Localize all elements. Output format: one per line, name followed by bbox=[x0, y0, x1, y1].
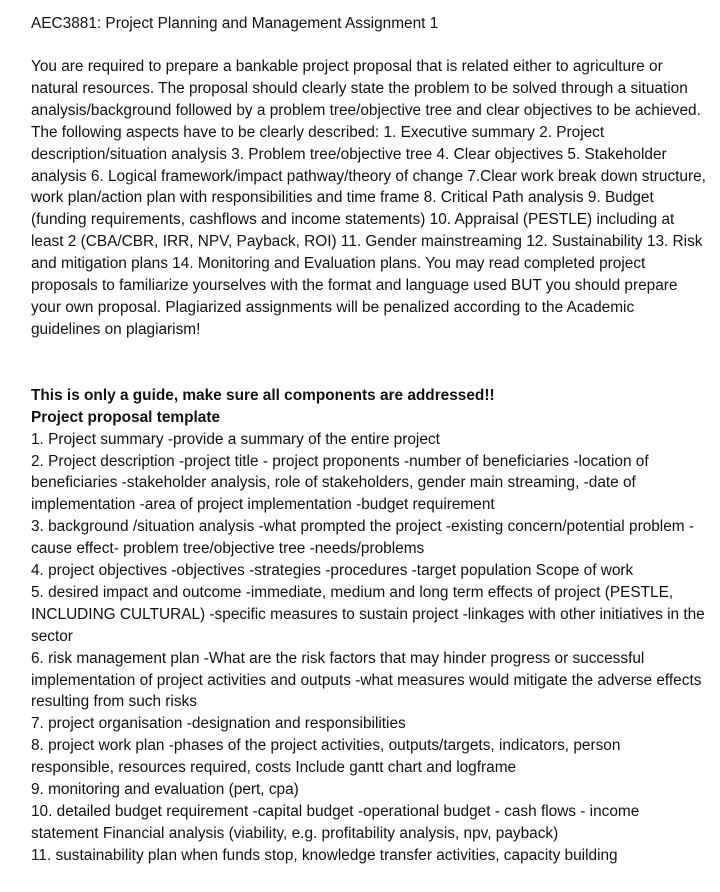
template-item-6: 6. risk management plan -What are the risk factors that may hinder progress or successful implementation of project activities and outputs -what measures would mitigate the adverse effects resulting from such risks bbox=[31, 649, 702, 711]
template-heading: Project proposal template bbox=[31, 408, 221, 426]
assignment-instructions: You are required to prepare a bankable project proposal that is related either to agriculture or natural resources. The proposal should clearly state the problem to be solved through a situation analysis/background followed by a problem tree/objective tree and clear objectives to be achieved. The following aspects have to be clearly described: 1. Executive summary 2. Project description/situation analysis 3. Problem tree/objective tree 4. Clear objectives 5. Stakeholder analysis 6. Logical framework/impact pathway/theory of change 7.Clear work break down structure, work plan/action plan with responsibilities and time frame 8. Critical Path analysis 9. Budget (funding requirements, cashflows and income statements) 10. Appraisal (PESTLE) including at least 2 (CBA/CBR, IRR, NPV, Payback, ROI) 11. Gender mainstreaming 12. Sustainability 13. Risk and mitigation plans 14. Monitoring and Evaluation plans. You may read completed project proposals to familiarize yourselves with the format and language used BUT you should prepare your own proposal. Plagiarized assignments will be penalized according to the Academic guidelines on plagiarism! bbox=[31, 58, 706, 338]
template-item-4: 4. project objectives -objectives -strategies -procedures -target population Scope of work bbox=[31, 562, 634, 580]
template-item-5: 5. desired impact and outcome -immediate, medium and long term effects of project (PESTLE, INCLUDING CULTURAL) -specific measures to sustain project -linkages with other initiatives in the sector bbox=[31, 583, 705, 645]
template-item-1: 1. Project summary -provide a summary of the entire project bbox=[31, 430, 440, 448]
template-item-9: 9. monitoring and evaluation (pert, cpa) bbox=[31, 781, 299, 799]
template-item-3: 3. background /situation analysis -what prompted the project -existing concern/potential problem -cause effect- problem tree/objective tree -needs/problems bbox=[31, 518, 695, 558]
template-item-11: 11. sustainability plan when funds stop, knowledge transfer activities, capacity building bbox=[31, 846, 618, 864]
guide-note: This is only a guide, make sure all components are addressed!! bbox=[31, 386, 495, 404]
template-list bbox=[31, 429, 707, 867]
template-item-8: 8. project work plan -phases of the project activities, outputs/targets, indicators, person responsible, resources required, costs Include gantt chart and logframe bbox=[31, 737, 621, 777]
template-item-2: 2. Project description -project title - project proponents -number of beneficiaries -location of beneficiaries -stakeholder analysis, role of stakeholders, gender main streaming, -date of implementation -area of project implementation -budget requirement bbox=[31, 452, 649, 514]
template-item-7: 7. project organisation -designation and responsibilities bbox=[31, 715, 406, 733]
document-title: AEC3881: Project Planning and Management Assignment 1 bbox=[31, 15, 439, 32]
section-spacer bbox=[31, 341, 720, 385]
template-item-10: 10. detailed budget requirement -capital budget -operational budget - cash flows - income statement Financial analysis (viability, e.g. profitability analysis, npv, payback) bbox=[31, 803, 640, 842]
